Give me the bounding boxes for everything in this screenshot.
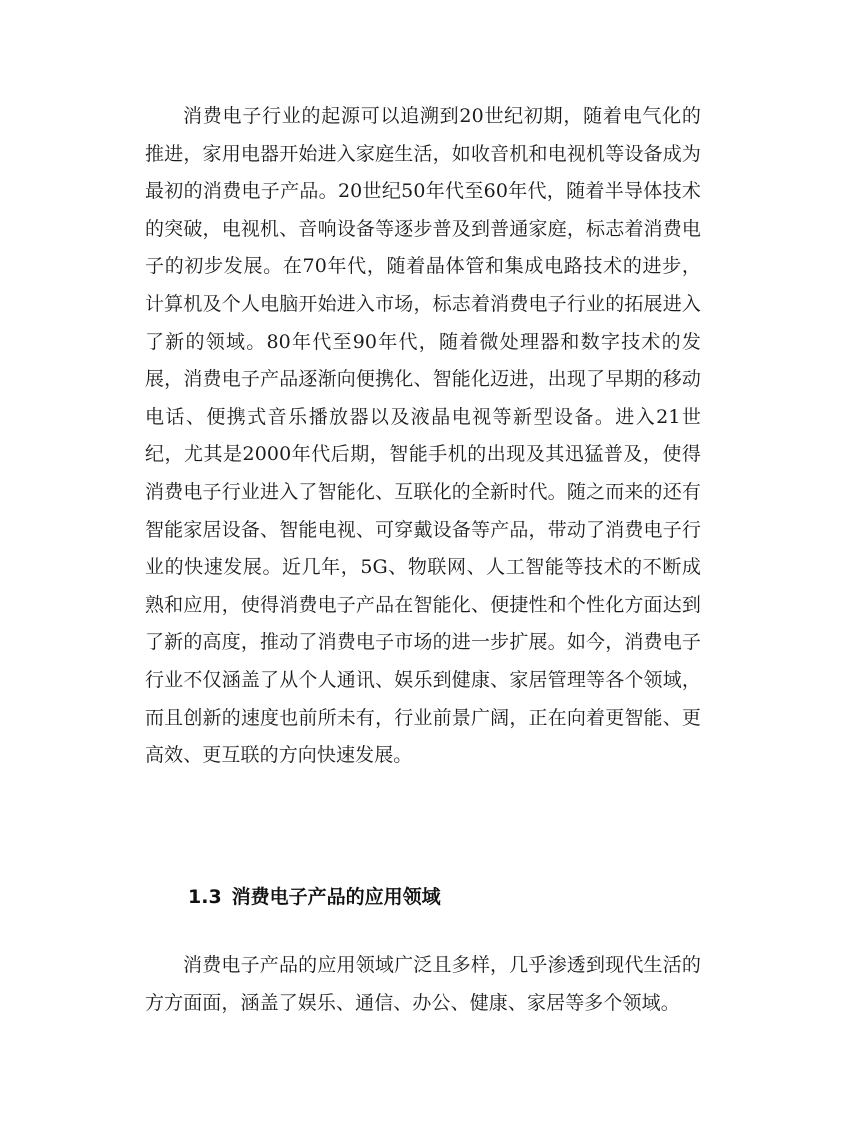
section-heading [188,879,441,915]
section-number: 1.3 [188,886,222,908]
body-paragraph-history: 消费电子行业的起源可以追溯到20世纪初期，随着电气化的推进，家用电器开始进入家庭生活，如收音机和电视机等设备成为最初的消费电子产品。20世纪50年代至60年代，随着半导体技术的突破，电视机、音响设备等逐步普及到普通家庭，标志着消费电子的初步发展。在70年代，随着晶体管和集成电路技术的进步，计算机及个人电脑开始进入市场，标志着消费电子行业的拓展进入了新的领域。80年代至90年代，随着微处理器和数字技术的发展，消费电子产品逐渐向便携化、智能化迈进，出现了早期的移动电话、便携式音乐播放器以及液晶电视等新型设备。进入21世纪，尤其是2000年代后期，智能手机的出现及其迅猛普及，使得消费电子行业进入了智能化、互联化的全新时代。随之而来的还有智能家居设备、智能电视、可穿戴设备等产品，带动了消费电子行业的快速发展。近几年，5G、物联网、人工智能等技术的不断成熟和应用，使得消费电子产品在智能化、便捷性和个性化方面达到了新的高度，推动了消费电子市场的进一步扩展。如今，消费电子行业不仅涵盖了从个人通讯、娱乐到健康、家居管理等各个领域，而且创新的速度也前所未有，行业前景广阔，正在向着更智能、更高效、更互联的方向快速发展。 [145,105,701,767]
section-title: 消费电子产品的应用领域 [231,886,441,908]
body-paragraph-applications: 消费电子产品的应用领域广泛且多样，几乎渗透到现代生活的方方面面，涵盖了娱乐、通信、办公、健康、家居等多个领域。 [145,954,701,1014]
